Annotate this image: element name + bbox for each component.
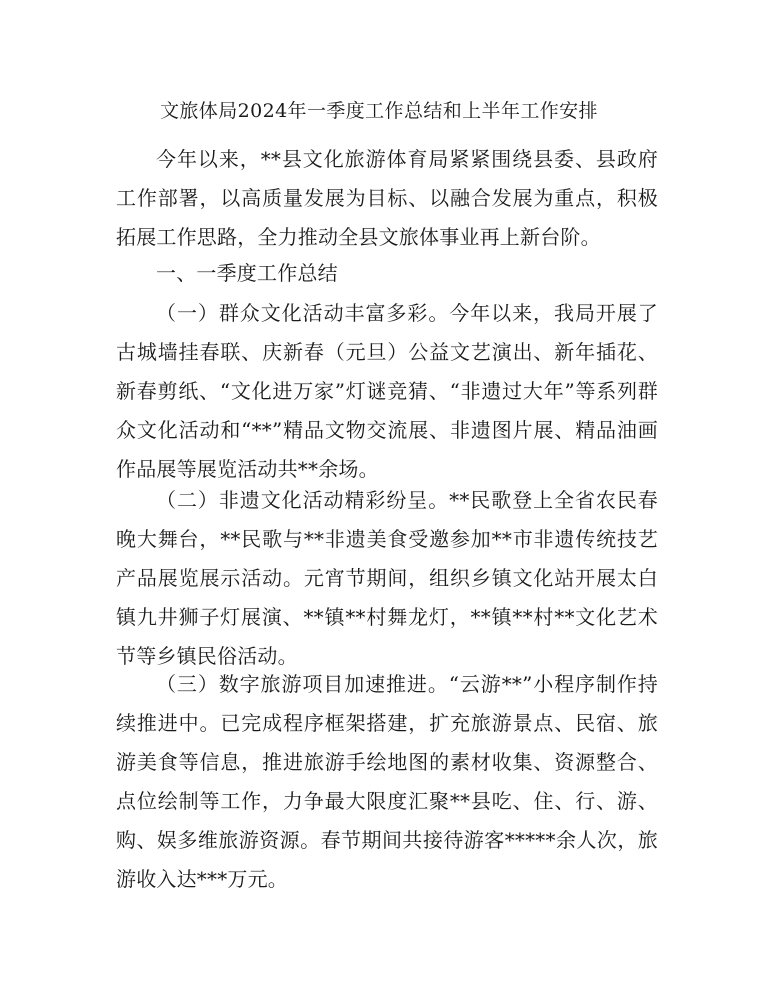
paragraph-intangible-heritage: （二）非遗文化活动精彩纷呈。**民歌登上全省农民春晚大舞台，**民歌与**非遗美食受邀参加**市非遗传统技艺产品展览展示活动。元宵节期间，组织乡镇文化站开展太白镇九井狮子灯展演、**镇**村舞龙灯，**镇**村**文化艺术节等乡镇民俗活动。 [116,488,658,668]
paragraph-digital-tourism: （三）数字旅游项目加速推进。“云游**”小程序制作持续推进中。已完成程序框架搭建，扩充旅游景点、民宿、旅游美食等信息，推进旅游手绘地图的素材收集、资源整合、点位绘制等工作，力争最大限度汇聚**县吃、住、行、游、购、娱多维旅游资源。春节期间共接待游客*****余人次，旅游收入达***万元。 [116,672,658,891]
intro-paragraph: 今年以来，**县文化旅游体育局紧紧围绕县委、县政府工作部署，以高质量发展为目标、以融合发展为重点，积极拓展工作思路，全力推动全县文旅体事业再上新台阶。 [116,147,658,249]
paragraph-mass-culture: （一）群众文化活动丰富多彩。今年以来，我局开展了古城墙挂春联、庆新春（元旦）公益文艺演出、新年插花、新春剪纸、“文化进万家”灯谜竞猜、“非遗过大年”等系列群众文化活动和“**”精品文物交流展、非遗图片展、精品油画作品展等展览活动共**余场。 [116,301,658,481]
document-title: 文旅体局2024年一季度工作总结和上半年工作安排 [160,100,598,122]
section-heading: 一、一季度工作总结 [156,261,338,285]
